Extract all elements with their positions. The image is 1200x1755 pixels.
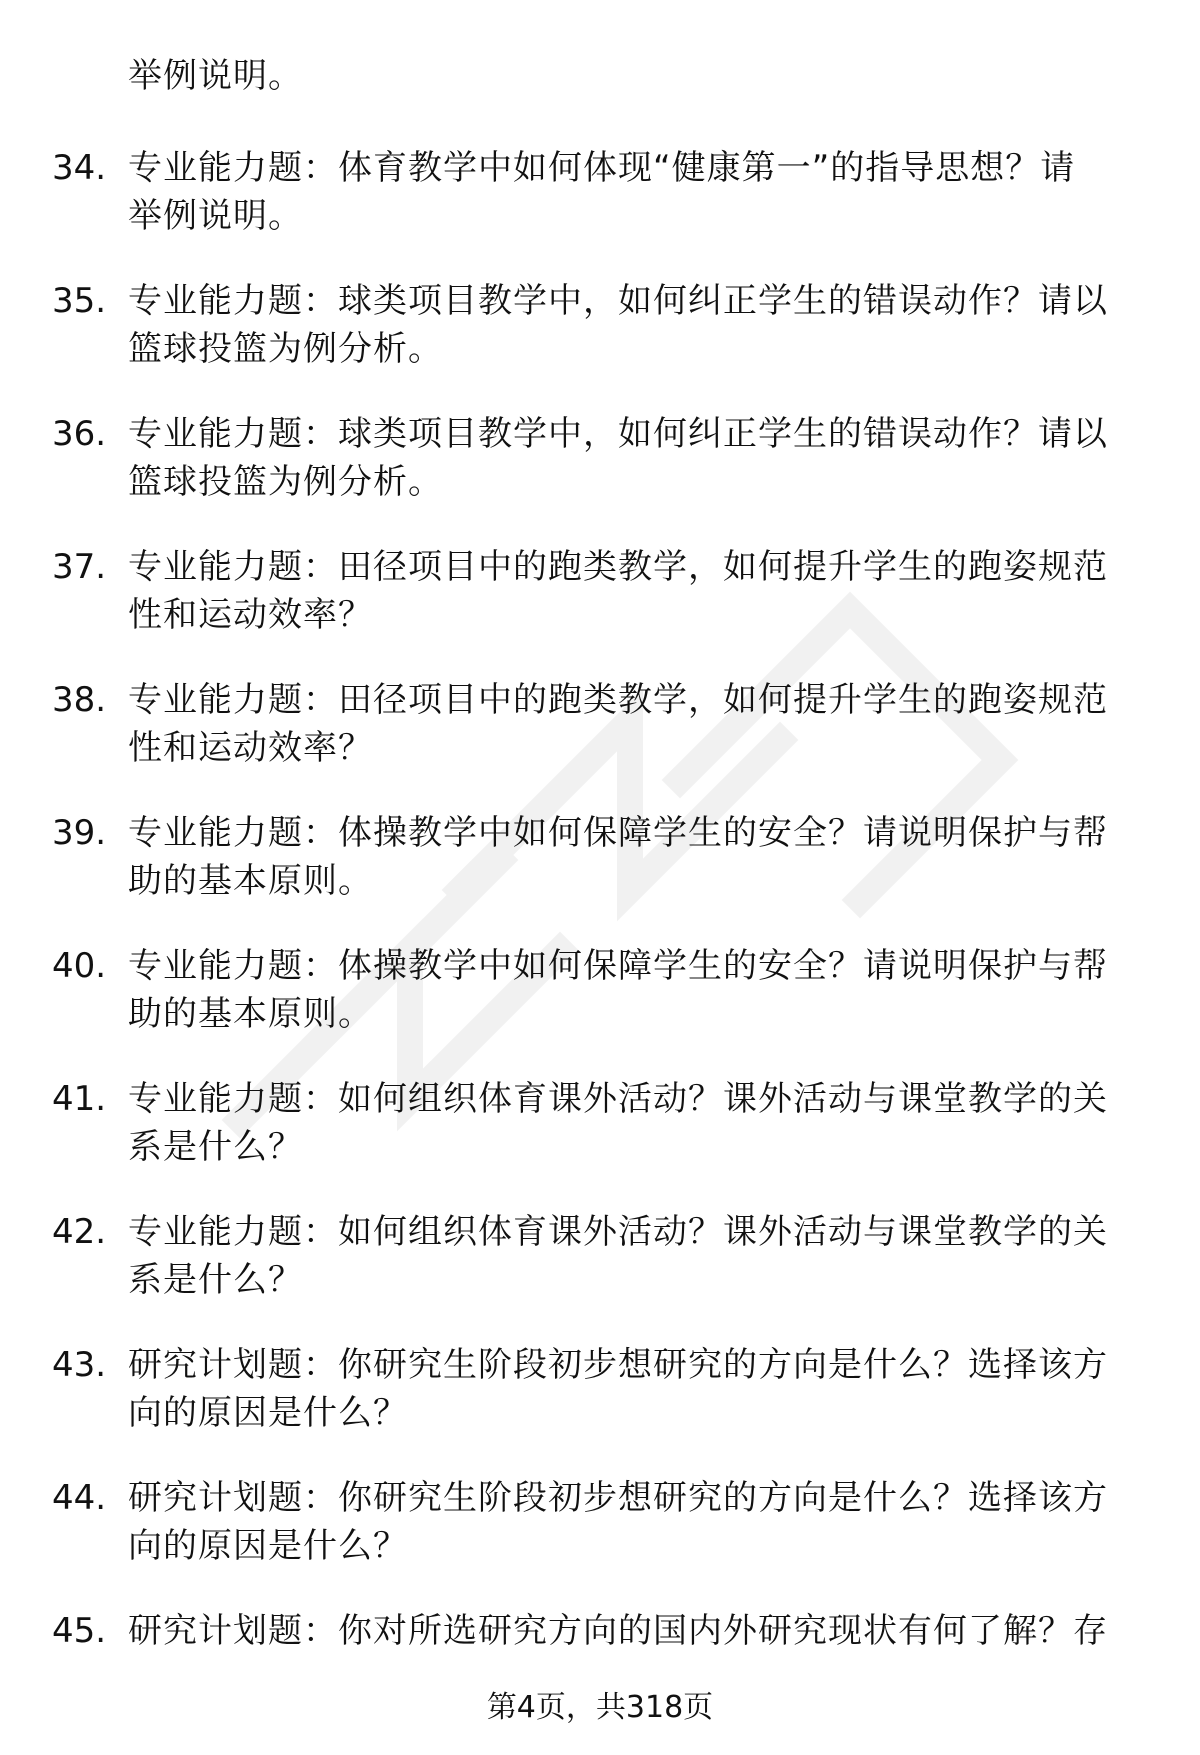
question-item <box>0 1474 1200 1607</box>
question-number: 35. <box>52 281 107 321</box>
question-number: 34. <box>52 148 107 188</box>
question-number: 38. <box>52 680 107 720</box>
question-item <box>0 144 1200 277</box>
question-line: 专业能力题：体育教学中如何体现“健康第一”的指导思想？请 <box>128 148 1076 188</box>
question-line: 专业能力题：球类项目教学中，如何纠正学生的错误动作？请以 <box>128 414 1108 454</box>
question-item <box>0 410 1200 543</box>
question-number: 40. <box>52 946 107 986</box>
question-item <box>0 1075 1200 1208</box>
question-line: 专业能力题：体操教学中如何保障学生的安全？请说明保护与帮 <box>128 946 1108 986</box>
question-text <box>128 1341 1138 1437</box>
question-number: 44. <box>52 1478 107 1518</box>
question-line: 专业能力题：球类项目教学中，如何纠正学生的错误动作？请以 <box>128 281 1108 321</box>
question-line: 系是什么？ <box>128 1260 303 1300</box>
question-text <box>128 1474 1138 1570</box>
question-item <box>0 277 1200 410</box>
question-line: 助的基本原则。 <box>128 861 373 901</box>
question-item <box>0 942 1200 1075</box>
question-number: 42. <box>52 1212 107 1252</box>
question-text <box>128 942 1138 1038</box>
question-text <box>128 1075 1138 1171</box>
question-number: 39. <box>52 813 107 853</box>
question-text <box>128 543 1138 639</box>
question-line: 系是什么？ <box>128 1127 303 1167</box>
question-number: 36. <box>52 414 107 454</box>
page-footer: 第4页，共318页 <box>486 1690 714 1725</box>
question-text <box>128 410 1138 506</box>
question-line: 向的原因是什么？ <box>128 1526 408 1566</box>
question-text <box>128 809 1138 905</box>
question-number: 37. <box>52 547 107 587</box>
question-text <box>128 144 1138 240</box>
continued-line: 举例说明。 <box>128 56 303 96</box>
question-item <box>0 676 1200 809</box>
question-line: 专业能力题：体操教学中如何保障学生的安全？请说明保护与帮 <box>128 813 1108 853</box>
question-line: 性和运动效率？ <box>128 728 373 768</box>
question-line: 专业能力题：如何组织体育课外活动？课外活动与课堂教学的关 <box>128 1212 1108 1252</box>
question-number: 45. <box>52 1611 107 1651</box>
question-line: 举例说明。 <box>128 196 303 236</box>
question-line: 专业能力题：如何组织体育课外活动？课外活动与课堂教学的关 <box>128 1079 1108 1119</box>
question-item <box>0 1208 1200 1341</box>
question-list <box>0 144 1200 1740</box>
question-line: 助的基本原则。 <box>128 994 373 1034</box>
question-line: 篮球投篮为例分析。 <box>128 462 443 502</box>
question-item <box>0 809 1200 942</box>
question-number: 41. <box>52 1079 107 1119</box>
question-line: 专业能力题：田径项目中的跑类教学，如何提升学生的跑姿规范 <box>128 547 1108 587</box>
question-text <box>128 1208 1138 1304</box>
question-line: 研究计划题：你对所选研究方向的国内外研究现状有何了解？存 <box>128 1611 1108 1651</box>
question-text <box>128 277 1138 373</box>
question-text <box>128 676 1138 772</box>
question-line: 向的原因是什么？ <box>128 1393 408 1433</box>
question-text <box>128 1607 1138 1655</box>
question-line: 专业能力题：田径项目中的跑类教学，如何提升学生的跑姿规范 <box>128 680 1108 720</box>
question-number: 43. <box>52 1345 107 1385</box>
question-line: 篮球投篮为例分析。 <box>128 329 443 369</box>
question-line: 研究计划题：你研究生阶段初步想研究的方向是什么？选择该方 <box>128 1345 1108 1385</box>
question-line: 研究计划题：你研究生阶段初步想研究的方向是什么？选择该方 <box>128 1478 1108 1518</box>
question-item <box>0 543 1200 676</box>
question-line: 性和运动效率？ <box>128 595 373 635</box>
question-item <box>0 1341 1200 1474</box>
